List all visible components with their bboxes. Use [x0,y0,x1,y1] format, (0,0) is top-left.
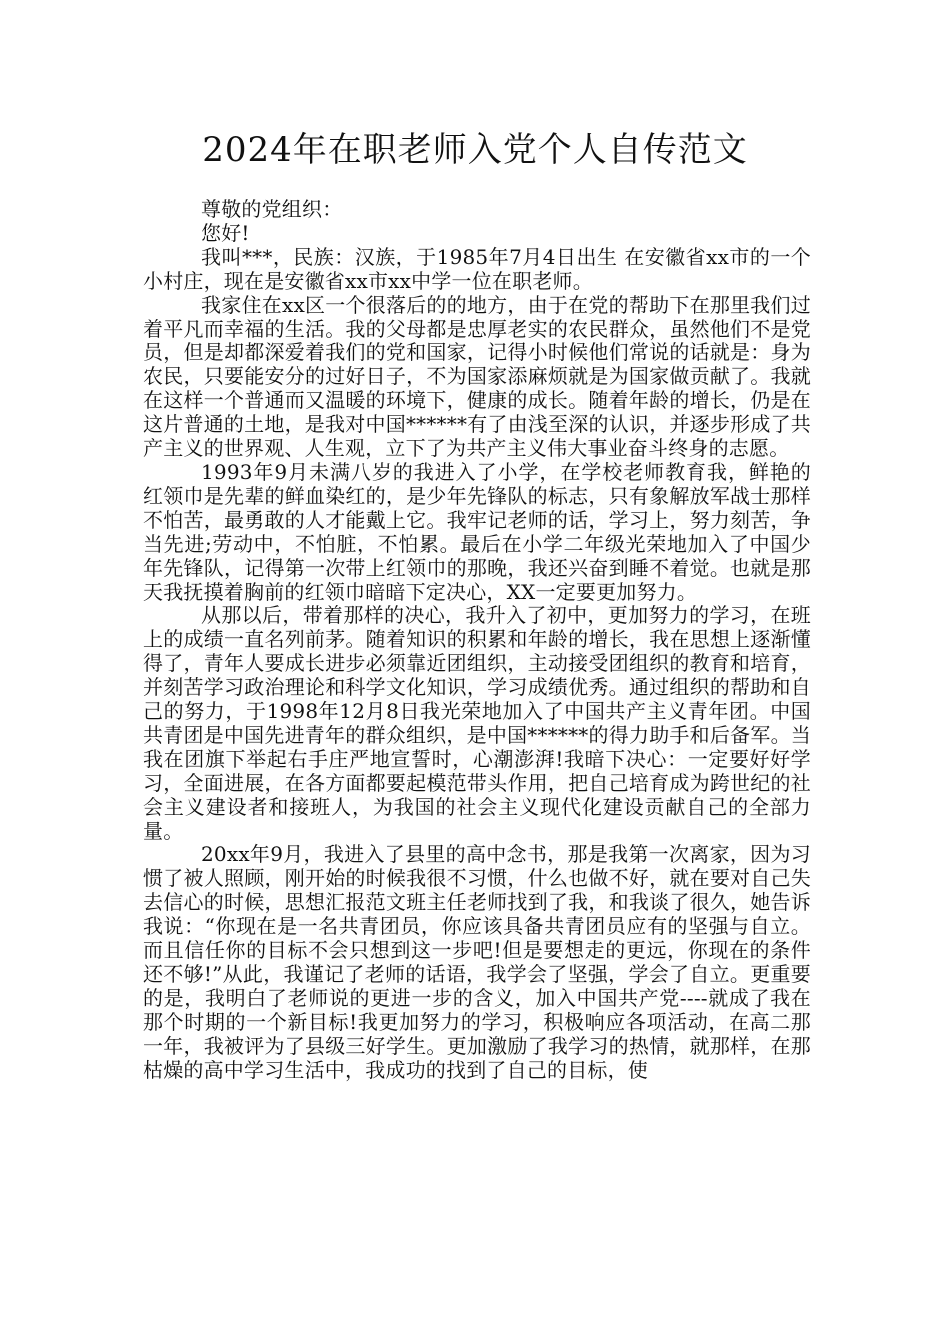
document-body [143,198,811,1083]
paragraph-primary-school: 1993年9月未满八岁的我进入了小学，在学校老师教育我，鲜艳的红领巾是先辈的鲜血染红的，是少年先锋队的标志，只有象解放军战士那样不怕苦，最勇敢的人才能戴上它。我牢记老师的话，学习上，努力刻苦，争当先进;劳动中，不怕脏，不怕累。最后在小学二年级光荣地加入了中国少年先锋队，记得第一次带上红领巾的那晚，我还兴奋到睡不着觉。也就是那天我抚摸着胸前的红领巾暗暗下定决心，XX一定要更加努力。 [143,459,811,604]
greeting: 您好! [201,220,250,245]
paragraph-intro: 我叫***，民族：汉族，于1985年7月4日出生 在安徽省xx市的一个小村庄，现在是安徽省xx市xx中学一位在职老师。 [143,244,811,293]
paragraph-family: 我家住在xx区一个很落后的的地方，由于在党的帮助下在那里我们过着平凡而幸福的生活。我的父母都是忠厚老实的农民群众，虽然他们不是党员，但是却都深爱着我们的党和国家，记得小时候他们常说的话就是：身为农民，只要能安分的过好日子，不为国家添麻烦就是为国家做贡献了。我就在这样一个普通而又温暖的环境下，健康的成长。随着年龄的增长，仍是在这片普通的土地，是我对中国******有了由浅至深的认识，并逐步形成了共产主义的世界观、人生观，立下了为共产主义伟大事业奋斗终身的志愿。 [143,292,811,461]
salutation: 尊敬的党组织： [201,197,343,221]
paragraph-high-school: 20xx年9月，我进入了县里的高中念书，那是我第一次离家，因为习惯了被人照顾，刚开始的时候我很不习惯，什么也做不好，就在要对自己失去信心的时候，思想汇报范文班主任老师找到了我，和我谈了很久，她告诉我说：“你现在是一名共青团员，你应该具备共青团员应有的坚强与自立。而且信任你的目标不会只想到这一步吧!但是要想走的更远，你现在的条件还不够!”从此，我谨记了老师的话语，我学会了坚强，学会了自立。更重要的是，我明白了老师说的更进一步的含义，加入中国共产党----就成了我在那个时期的一个新目标!我更加努力的学习，积极响应各项活动，在高二那一年，我被评为了县级三好学生。更加激励了我学习的热情，就那样，在那枯燥的高中学习生活中，我成功的找到了自己的目标，使 [143,842,811,1082]
paragraph-middle-school: 从那以后，带着那样的决心，我升入了初中，更加努力的学习，在班上的成绩一直名列前茅。随着知识的积累和年龄的增长，我在思想上逐渐懂得了，青年人要成长进步必须靠近团组织，主动接受团组织的教育和培育，并刻苦学习政治理论和科学文化知识，学习成绩优秀。通过组织的帮助和自己的努力，于1998年12月8日我光荣地加入了中国共产主义青年团。中国共青团是中国先进青年的群众组织，是中国******的得力助手和后备军。当我在团旗下举起右手庄严地宣誓时，心潮澎湃!我暗下决心：一定要好好学习，全面进展，在各方面都要起模范带头作用，把自己培育成为跨世纪的社会主义建设者和接班人，为我国的社会主义现代化建设贡献自己的全部力量。 [143,603,811,843]
document-title: 2024年在职老师入党个人自传范文 [202,130,748,170]
